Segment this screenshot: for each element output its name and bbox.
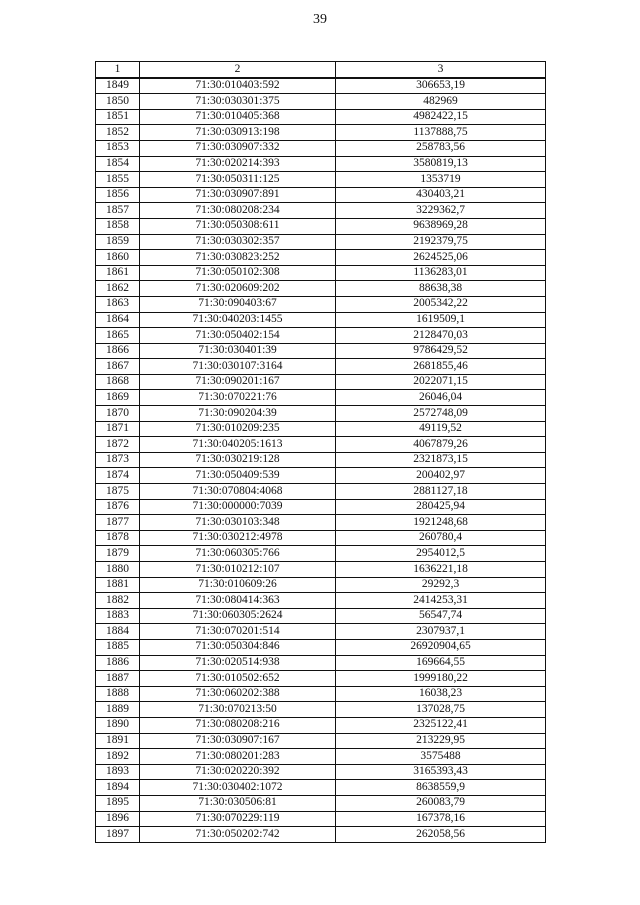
table-row bbox=[96, 624, 546, 640]
cadastral-number-cell: 71:30:010209:235 bbox=[140, 421, 336, 437]
table-row bbox=[96, 140, 546, 156]
row-number-cell: 1860 bbox=[96, 250, 140, 266]
value-cell: 1136283,01 bbox=[336, 265, 546, 281]
row-number-cell: 1872 bbox=[96, 437, 140, 453]
value-cell: 56547,74 bbox=[336, 608, 546, 624]
value-cell: 2022071,15 bbox=[336, 374, 546, 390]
table-row bbox=[96, 296, 546, 312]
table-row bbox=[96, 562, 546, 578]
row-number-cell: 1875 bbox=[96, 484, 140, 500]
cadastral-number-cell: 71:30:030907:891 bbox=[140, 187, 336, 203]
value-cell: 29292,3 bbox=[336, 577, 546, 593]
row-number-cell: 1870 bbox=[96, 406, 140, 422]
table-row bbox=[96, 359, 546, 375]
row-number-cell: 1895 bbox=[96, 795, 140, 811]
value-cell: 1921248,68 bbox=[336, 515, 546, 531]
cadastral-number-cell: 71:30:090204:39 bbox=[140, 406, 336, 422]
table-row bbox=[96, 156, 546, 172]
value-cell: 167378,16 bbox=[336, 811, 546, 827]
cadastral-number-cell: 71:30:030907:167 bbox=[140, 733, 336, 749]
table-row bbox=[96, 218, 546, 234]
table-row bbox=[96, 749, 546, 765]
value-cell: 8638559,9 bbox=[336, 780, 546, 796]
value-cell: 2192379,75 bbox=[336, 234, 546, 250]
row-number-cell: 1889 bbox=[96, 702, 140, 718]
cadastral-number-cell: 71:30:030212:4978 bbox=[140, 530, 336, 546]
table-row bbox=[96, 390, 546, 406]
cadastral-number-cell: 71:30:030401:39 bbox=[140, 343, 336, 359]
row-number-cell: 1865 bbox=[96, 328, 140, 344]
row-number-cell: 1866 bbox=[96, 343, 140, 359]
row-number-cell: 1869 bbox=[96, 390, 140, 406]
table-row bbox=[96, 281, 546, 297]
table-row bbox=[96, 717, 546, 733]
table-row bbox=[96, 437, 546, 453]
table-row bbox=[96, 515, 546, 531]
cadastral-number-cell: 71:30:090201:167 bbox=[140, 374, 336, 390]
value-cell: 258783,56 bbox=[336, 140, 546, 156]
table-row bbox=[96, 406, 546, 422]
cadastral-number-cell: 71:30:090403:67 bbox=[140, 296, 336, 312]
row-number-cell: 1873 bbox=[96, 452, 140, 468]
cadastral-number-cell: 71:30:030506:81 bbox=[140, 795, 336, 811]
table-row bbox=[96, 484, 546, 500]
table-row bbox=[96, 265, 546, 281]
table-row bbox=[96, 78, 546, 94]
value-cell: 2572748,09 bbox=[336, 406, 546, 422]
value-cell: 1619509,1 bbox=[336, 312, 546, 328]
table-row bbox=[96, 187, 546, 203]
value-cell: 2414253,31 bbox=[336, 593, 546, 609]
row-number-cell: 1862 bbox=[96, 281, 140, 297]
row-number-cell: 1896 bbox=[96, 811, 140, 827]
value-cell: 4067879,26 bbox=[336, 437, 546, 453]
row-number-cell: 1854 bbox=[96, 156, 140, 172]
row-number-cell: 1851 bbox=[96, 109, 140, 125]
row-number-cell: 1859 bbox=[96, 234, 140, 250]
row-number-cell: 1888 bbox=[96, 686, 140, 702]
value-cell: 2005342,22 bbox=[336, 296, 546, 312]
row-number-cell: 1867 bbox=[96, 359, 140, 375]
cadastral-number-cell: 71:30:010609:26 bbox=[140, 577, 336, 593]
value-cell: 430403,21 bbox=[336, 187, 546, 203]
cadastral-number-cell: 71:30:050409:539 bbox=[140, 468, 336, 484]
row-number-cell: 1852 bbox=[96, 125, 140, 141]
row-number-cell: 1890 bbox=[96, 717, 140, 733]
cadastral-number-cell: 71:30:080201:283 bbox=[140, 749, 336, 765]
cadastral-number-cell: 71:30:050202:742 bbox=[140, 827, 336, 843]
value-cell: 169664,55 bbox=[336, 655, 546, 671]
cadastral-number-cell: 71:30:030402:1072 bbox=[140, 780, 336, 796]
row-number-cell: 1871 bbox=[96, 421, 140, 437]
row-number-cell: 1880 bbox=[96, 562, 140, 578]
value-cell: 88638,38 bbox=[336, 281, 546, 297]
value-cell: 2881127,18 bbox=[336, 484, 546, 500]
cadastral-number-cell: 71:30:060305:2624 bbox=[140, 608, 336, 624]
table-row bbox=[96, 608, 546, 624]
table-row bbox=[96, 452, 546, 468]
cadastral-number-cell: 71:30:010212:107 bbox=[140, 562, 336, 578]
value-cell: 482969 bbox=[336, 94, 546, 110]
cadastral-number-cell: 71:30:050102:308 bbox=[140, 265, 336, 281]
row-number-cell: 1863 bbox=[96, 296, 140, 312]
row-number-cell: 1850 bbox=[96, 94, 140, 110]
cadastral-number-cell: 71:30:060202:388 bbox=[140, 686, 336, 702]
table-row bbox=[96, 203, 546, 219]
table-row bbox=[96, 328, 546, 344]
value-cell: 3580819,13 bbox=[336, 156, 546, 172]
cadastral-number-cell: 71:30:030907:332 bbox=[140, 140, 336, 156]
value-cell: 2681855,46 bbox=[336, 359, 546, 375]
value-cell: 9638969,28 bbox=[336, 218, 546, 234]
value-cell: 2307937,1 bbox=[336, 624, 546, 640]
cadastral-number-cell: 71:30:030823:252 bbox=[140, 250, 336, 266]
row-number-cell: 1849 bbox=[96, 78, 140, 94]
cadastral-number-cell: 71:30:050308:611 bbox=[140, 218, 336, 234]
cadastral-number-cell: 71:30:030301:375 bbox=[140, 94, 336, 110]
page-number: 39 bbox=[313, 12, 327, 27]
table-row bbox=[96, 343, 546, 359]
value-cell: 1636221,18 bbox=[336, 562, 546, 578]
cadastral-number-cell: 71:30:030219:128 bbox=[140, 452, 336, 468]
table-row bbox=[96, 733, 546, 749]
value-cell: 4982422,15 bbox=[336, 109, 546, 125]
cadastral-number-cell: 71:30:050402:154 bbox=[140, 328, 336, 344]
row-number-cell: 1864 bbox=[96, 312, 140, 328]
value-cell: 16038,23 bbox=[336, 686, 546, 702]
row-number-cell: 1893 bbox=[96, 764, 140, 780]
table-row bbox=[96, 374, 546, 390]
row-number-cell: 1879 bbox=[96, 546, 140, 562]
row-number-cell: 1853 bbox=[96, 140, 140, 156]
cadastral-number-cell: 71:30:080414:363 bbox=[140, 593, 336, 609]
table-row bbox=[96, 421, 546, 437]
value-cell: 200402,97 bbox=[336, 468, 546, 484]
row-number-cell: 1887 bbox=[96, 671, 140, 687]
value-cell: 26046,04 bbox=[336, 390, 546, 406]
cadastral-number-cell: 71:30:020220:392 bbox=[140, 764, 336, 780]
table-row bbox=[96, 312, 546, 328]
cadastral-number-cell: 71:30:060305:766 bbox=[140, 546, 336, 562]
cadastral-number-cell: 71:30:020609:202 bbox=[140, 281, 336, 297]
table-row bbox=[96, 655, 546, 671]
cadastral-number-cell: 71:30:030913:198 bbox=[140, 125, 336, 141]
cadastral-number-cell: 71:30:020214:393 bbox=[140, 156, 336, 172]
table-row bbox=[96, 109, 546, 125]
row-number-cell: 1891 bbox=[96, 733, 140, 749]
row-number-cell: 1884 bbox=[96, 624, 140, 640]
value-cell: 2624525,06 bbox=[336, 250, 546, 266]
cadastral-number-cell: 71:30:010502:652 bbox=[140, 671, 336, 687]
value-cell: 3165393,43 bbox=[336, 764, 546, 780]
row-number-cell: 1885 bbox=[96, 639, 140, 655]
value-cell: 2128470,03 bbox=[336, 328, 546, 344]
value-cell: 1137888,75 bbox=[336, 125, 546, 141]
value-cell: 2954012,5 bbox=[336, 546, 546, 562]
cadastral-number-cell: 71:30:070229:119 bbox=[140, 811, 336, 827]
cadastral-number-cell: 71:30:070804:4068 bbox=[140, 484, 336, 500]
table-row bbox=[96, 546, 546, 562]
table-row bbox=[96, 827, 546, 843]
table-row bbox=[96, 811, 546, 827]
row-number-cell: 1878 bbox=[96, 530, 140, 546]
value-cell: 26920904,65 bbox=[336, 639, 546, 655]
row-number-cell: 1868 bbox=[96, 374, 140, 390]
row-number-cell: 1858 bbox=[96, 218, 140, 234]
cadastral-number-cell: 71:30:010405:368 bbox=[140, 109, 336, 125]
value-cell: 2325122,41 bbox=[336, 717, 546, 733]
column-header-3: 3 bbox=[336, 62, 546, 78]
table-row bbox=[96, 671, 546, 687]
value-cell: 49119,52 bbox=[336, 421, 546, 437]
column-header-2: 2 bbox=[140, 62, 336, 78]
value-cell: 137028,75 bbox=[336, 702, 546, 718]
table-row bbox=[96, 639, 546, 655]
value-cell: 3575488 bbox=[336, 749, 546, 765]
table-row bbox=[96, 577, 546, 593]
row-number-cell: 1855 bbox=[96, 172, 140, 188]
table-header-row bbox=[96, 62, 546, 78]
table-row bbox=[96, 702, 546, 718]
row-number-cell: 1874 bbox=[96, 468, 140, 484]
row-number-cell: 1897 bbox=[96, 827, 140, 843]
row-number-cell: 1894 bbox=[96, 780, 140, 796]
cadastral-number-cell: 71:30:080208:216 bbox=[140, 717, 336, 733]
table-row bbox=[96, 234, 546, 250]
row-number-cell: 1861 bbox=[96, 265, 140, 281]
row-number-cell: 1876 bbox=[96, 499, 140, 515]
column-header-1: 1 bbox=[96, 62, 140, 78]
cadastral-number-cell: 71:30:040203:1455 bbox=[140, 312, 336, 328]
value-cell: 280425,94 bbox=[336, 499, 546, 515]
row-number-cell: 1882 bbox=[96, 593, 140, 609]
table-row bbox=[96, 499, 546, 515]
table-row bbox=[96, 530, 546, 546]
cadastral-number-cell: 71:30:040205:1613 bbox=[140, 437, 336, 453]
row-number-cell: 1857 bbox=[96, 203, 140, 219]
table-body bbox=[96, 78, 546, 843]
cadastral-number-cell: 71:30:070221:76 bbox=[140, 390, 336, 406]
cadastral-number-cell: 71:30:070213:50 bbox=[140, 702, 336, 718]
cadastral-number-cell: 71:30:070201:514 bbox=[140, 624, 336, 640]
row-number-cell: 1856 bbox=[96, 187, 140, 203]
value-cell: 260083,79 bbox=[336, 795, 546, 811]
value-cell: 3229362,7 bbox=[336, 203, 546, 219]
cadastral-value-table bbox=[95, 61, 546, 843]
row-number-cell: 1892 bbox=[96, 749, 140, 765]
table-row bbox=[96, 795, 546, 811]
cadastral-number-cell: 71:30:050304:846 bbox=[140, 639, 336, 655]
row-number-cell: 1883 bbox=[96, 608, 140, 624]
value-cell: 2321873,15 bbox=[336, 452, 546, 468]
table-row bbox=[96, 125, 546, 141]
cadastral-number-cell: 71:30:020514:938 bbox=[140, 655, 336, 671]
value-cell: 262058,56 bbox=[336, 827, 546, 843]
row-number-cell: 1881 bbox=[96, 577, 140, 593]
table-row bbox=[96, 468, 546, 484]
value-cell: 1353719 bbox=[336, 172, 546, 188]
row-number-cell: 1877 bbox=[96, 515, 140, 531]
table-row bbox=[96, 686, 546, 702]
value-cell: 1999180,22 bbox=[336, 671, 546, 687]
value-cell: 260780,4 bbox=[336, 530, 546, 546]
value-cell: 213229,95 bbox=[336, 733, 546, 749]
cadastral-number-cell: 71:30:000000:7039 bbox=[140, 499, 336, 515]
table-row bbox=[96, 250, 546, 266]
value-cell: 9786429,52 bbox=[336, 343, 546, 359]
cadastral-number-cell: 71:30:010403:592 bbox=[140, 78, 336, 94]
table-row bbox=[96, 593, 546, 609]
table-row bbox=[96, 172, 546, 188]
cadastral-number-cell: 71:30:080208:234 bbox=[140, 203, 336, 219]
cadastral-number-cell: 71:30:030103:348 bbox=[140, 515, 336, 531]
table-row bbox=[96, 780, 546, 796]
cadastral-number-cell: 71:30:030107:3164 bbox=[140, 359, 336, 375]
table-row bbox=[96, 764, 546, 780]
row-number-cell: 1886 bbox=[96, 655, 140, 671]
cadastral-number-cell: 71:30:050311:125 bbox=[140, 172, 336, 188]
table-row bbox=[96, 94, 546, 110]
cadastral-number-cell: 71:30:030302:357 bbox=[140, 234, 336, 250]
value-cell: 306653,19 bbox=[336, 78, 546, 94]
